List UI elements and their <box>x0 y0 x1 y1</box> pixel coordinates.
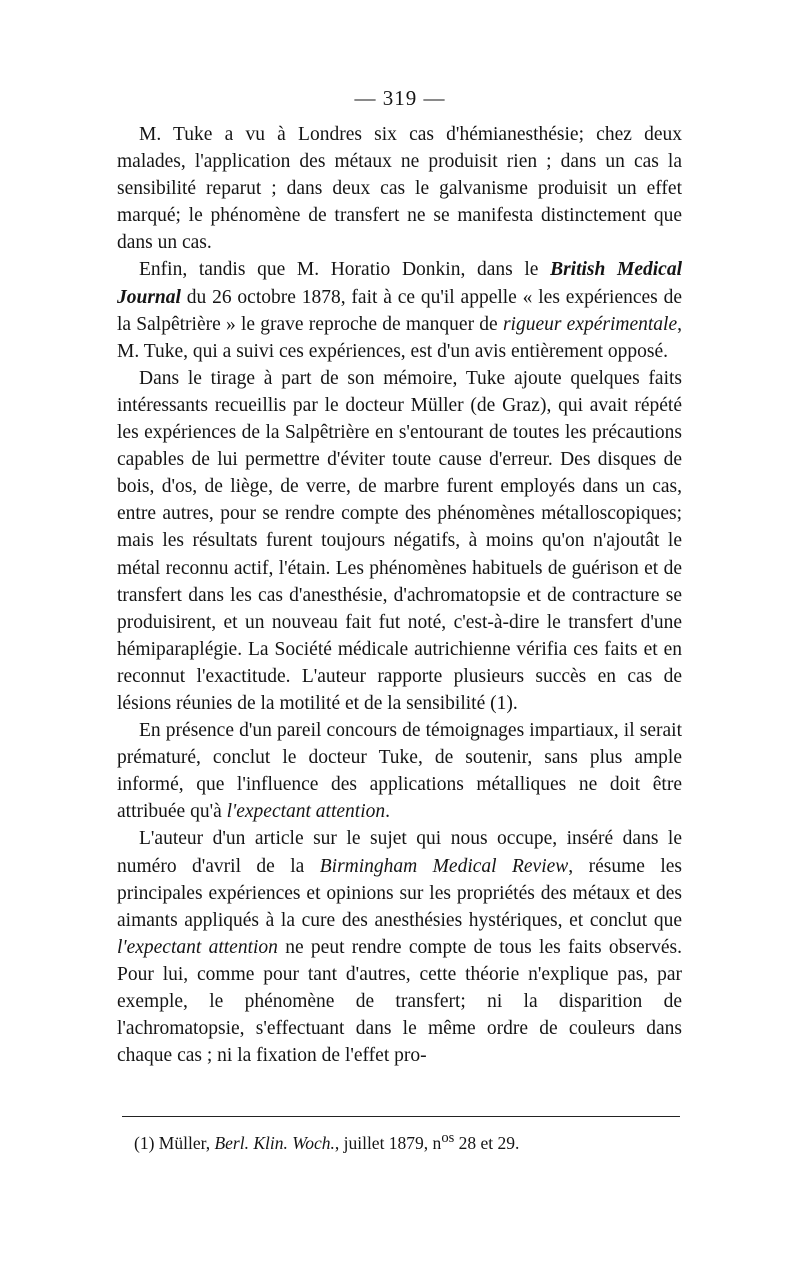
paragraph-5-text-a: L'auteur d'un article sur le sujet qui nous occupe, inséré dans le numéro d'avril de la <box>117 828 682 877</box>
footnote-text-c: , juillet 1879, n <box>334 1132 442 1153</box>
footnote-text-a: (1) Müller, <box>134 1132 215 1153</box>
paragraph-4 <box>117 717 682 825</box>
journal-title-british-medical: British Medical Journal <box>117 259 682 308</box>
paragraph-1: M. Tuke a vu à Londres six cas d'hémianesthésie; chez deux malades, l'application des métaux ne produisit rien ; dans un cas la sensibilité reparut ; dans deux cas le galvanisme produisit un effet marqué; le phénomène de transfert ne se manifesta distinctement que dans un cas. <box>117 124 682 254</box>
footnote-text-d: 28 et 29. <box>454 1132 520 1153</box>
footnote <box>134 1126 674 1155</box>
paragraph-4-text-a: En présence d'un pareil concours de témoignages impartiaux, il serait prématuré, conclut le docteur Tuke, de soutenir, sans plus ample informé, que l'influence des applications métalliques ne doit être attribuée qu'à <box>117 720 682 823</box>
paragraph-4-text-c: . <box>385 801 391 823</box>
paragraph-5-text-e: ne peut rendre compte de tous les faits observés. Pour lui, comme pour tant d'autres, cette théorie n'explique pas, par exemple, le phénomène de transfert; ni la disparition de l'achromatopsie, s'effectuant dans le même ordre de couleurs dans chaque cas ; ni la fixation de l'effet pro- <box>117 936 682 1067</box>
phrase-expectant-attention: l'expectant attention <box>226 801 386 823</box>
paragraph-2-text-a: Enfin, tandis que M. Horatio Donkin, dans le <box>139 259 551 281</box>
paragraph-2 <box>117 256 682 364</box>
page-number: — 319 — <box>354 86 446 110</box>
journal-title-birmingham: Birmingham Medical Review <box>319 855 569 877</box>
footnote-divider <box>122 1116 680 1117</box>
paragraph-3: Dans le tirage à part de son mémoire, Tuke ajoute quelques faits intéressants recueillis par le docteur Müller (de Graz), qui avait répété les expériences de la Salpêtrière en s'entourant de toutes les précautions capables de lui permettre d'éviter toute cause d'erreur. Des disques de bois, d'os, de liège, de verre, de marbre furent employés dans un cas, entre autres, pour se rendre compte des phénomènes métalloscopiques; mais les résultats furent toujours négatifs, à moins qu'on n'ajoutât le métal reconnu actif, l'étain. Les phénomènes habituels de guérison et de transfert dans les cas d'anesthésie, d'achromatopsie et de contracture se produisirent, et un nouveau fait fut noté, c'est-à-dire le transfert d'une hémiparaplégie. La Société médicale autrichienne vérifia ces faits et en reconnut l'exactitude. L'auteur rapporte plusieurs succès en cas de lésions réunies de la motilité et de la sensibilité (1). <box>117 367 682 714</box>
paragraph-5 <box>117 825 682 1069</box>
paragraph-5-text-c: , résume les principales expériences et opinions sur les propriétés des métaux et des aimants appliqués à la cure des anesthésies hystériques, et conclut que <box>117 855 682 931</box>
phrase-rigueur-experimentale: rigueur expérimentale <box>502 313 678 335</box>
paragraph-2-text-e: , M. Tuke, qui a suivi ces expériences, est d'un avis entièrement opposé. <box>117 313 683 362</box>
footnote-superscript: os <box>441 1130 455 1146</box>
footnote-journal: Berl. Klin. Woch. <box>214 1132 335 1153</box>
phrase-expectant-attention-2: l'expectant attention <box>117 936 278 958</box>
paragraph-2-text-c: du 26 octobre 1878, fait à ce qu'il appelle « les expériences de la Salpêtrière » le grave reproche de manquer de <box>117 286 682 335</box>
page-body <box>117 121 682 1069</box>
